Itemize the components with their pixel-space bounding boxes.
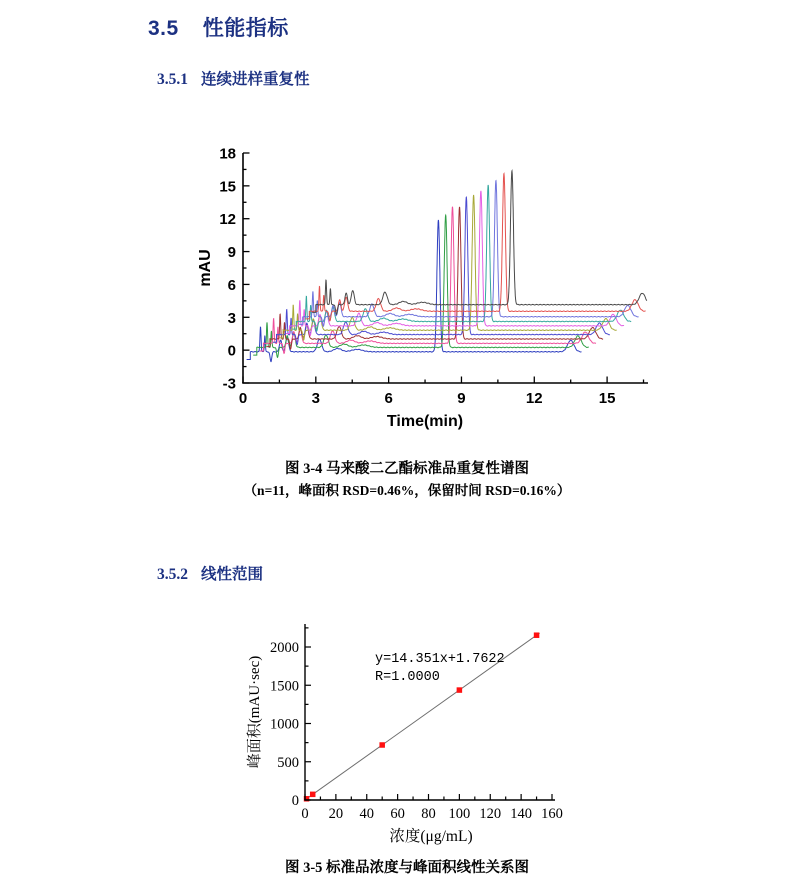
x-tick-label: 120 — [479, 806, 502, 822]
chromatogram-trace-run-1 — [247, 220, 582, 362]
x-tick-label: 9 — [457, 390, 466, 407]
figure-3-4-caption-note: （n=11，峰面积 RSD=0.46%，保留时间 RSD=0.16%） — [243, 483, 571, 498]
section-number: 3.5 — [148, 17, 179, 40]
y-tick-label: 18 — [219, 145, 236, 163]
fit-equation-label: y=14.351x+1.7622 — [375, 652, 505, 667]
data-point-marker — [310, 792, 316, 798]
y-tick-label: 1000 — [270, 716, 299, 733]
figure-3-5-container — [235, 598, 595, 858]
chromatogram-trace-run-10 — [306, 174, 646, 321]
figure-3-4-caption: 图 3-4 马来酸二乙酯标准品重复性谱图 — [284, 461, 530, 477]
data-point-marker — [379, 742, 385, 748]
section-title: 性能指标 — [202, 17, 289, 40]
x-tick-label: 12 — [525, 390, 543, 407]
y-tick-label: -3 — [222, 375, 236, 393]
subsection-title: 线性范围 — [201, 566, 264, 583]
y-tick-label: 2000 — [270, 640, 299, 656]
y-tick-label: 9 — [227, 244, 236, 262]
x-tick-label: 6 — [384, 390, 393, 407]
y-tick-label: 0 — [227, 342, 236, 360]
figure-3-4-chromatogram — [193, 135, 663, 447]
y-tick-label: 3 — [227, 309, 236, 327]
x-tick-label: 60 — [390, 806, 405, 822]
figure-3-5-linearity-chart — [235, 598, 595, 853]
y-tick-label: 6 — [227, 276, 236, 294]
subsection-number: 3.5.1 — [157, 71, 188, 88]
x-tick-label: 140 — [510, 806, 532, 822]
figure-3-4-container — [193, 135, 663, 452]
x-tick-label: 0 — [301, 806, 309, 822]
x-tick-label: 100 — [448, 806, 471, 822]
y-tick-label: 12 — [219, 211, 236, 229]
y-tick-label: 1500 — [270, 678, 299, 695]
x-axis-title: 浓度(μg/mL) — [389, 828, 473, 845]
subsection-title: 连续进样重复性 — [201, 71, 310, 88]
y-tick-label: 15 — [219, 178, 236, 196]
y-tick-label: 0 — [291, 793, 299, 809]
x-tick-label: 20 — [328, 806, 344, 822]
subsection-heading-linearity — [157, 562, 263, 584]
x-tick-label: 80 — [421, 806, 436, 822]
y-axis-title: 峰面积(mAU·sec) — [247, 655, 263, 769]
chromatogram-trace-run-3 — [260, 207, 596, 354]
x-axis-title: Time(min) — [386, 413, 464, 430]
chromatogram-trace-run-2 — [253, 215, 589, 357]
fit-r-label: R=1.0000 — [375, 670, 440, 685]
x-tick-label: 40 — [359, 806, 374, 822]
subsection-heading-repeatability — [157, 67, 310, 89]
section-heading — [148, 12, 289, 42]
data-point-marker — [534, 632, 540, 638]
data-point-marker — [457, 687, 463, 693]
subsection-number: 3.5.2 — [157, 566, 188, 583]
x-tick-label: 3 — [311, 390, 320, 407]
y-tick-label: 500 — [277, 754, 299, 771]
y-axis-title: mAU — [197, 249, 214, 287]
figure-3-5-caption: 图 3-5 标准品浓度与峰面积线性关系图 — [284, 860, 530, 876]
x-tick-label: 0 — [238, 390, 248, 407]
x-tick-label: 15 — [598, 390, 616, 407]
x-tick-label: 160 — [541, 806, 563, 822]
